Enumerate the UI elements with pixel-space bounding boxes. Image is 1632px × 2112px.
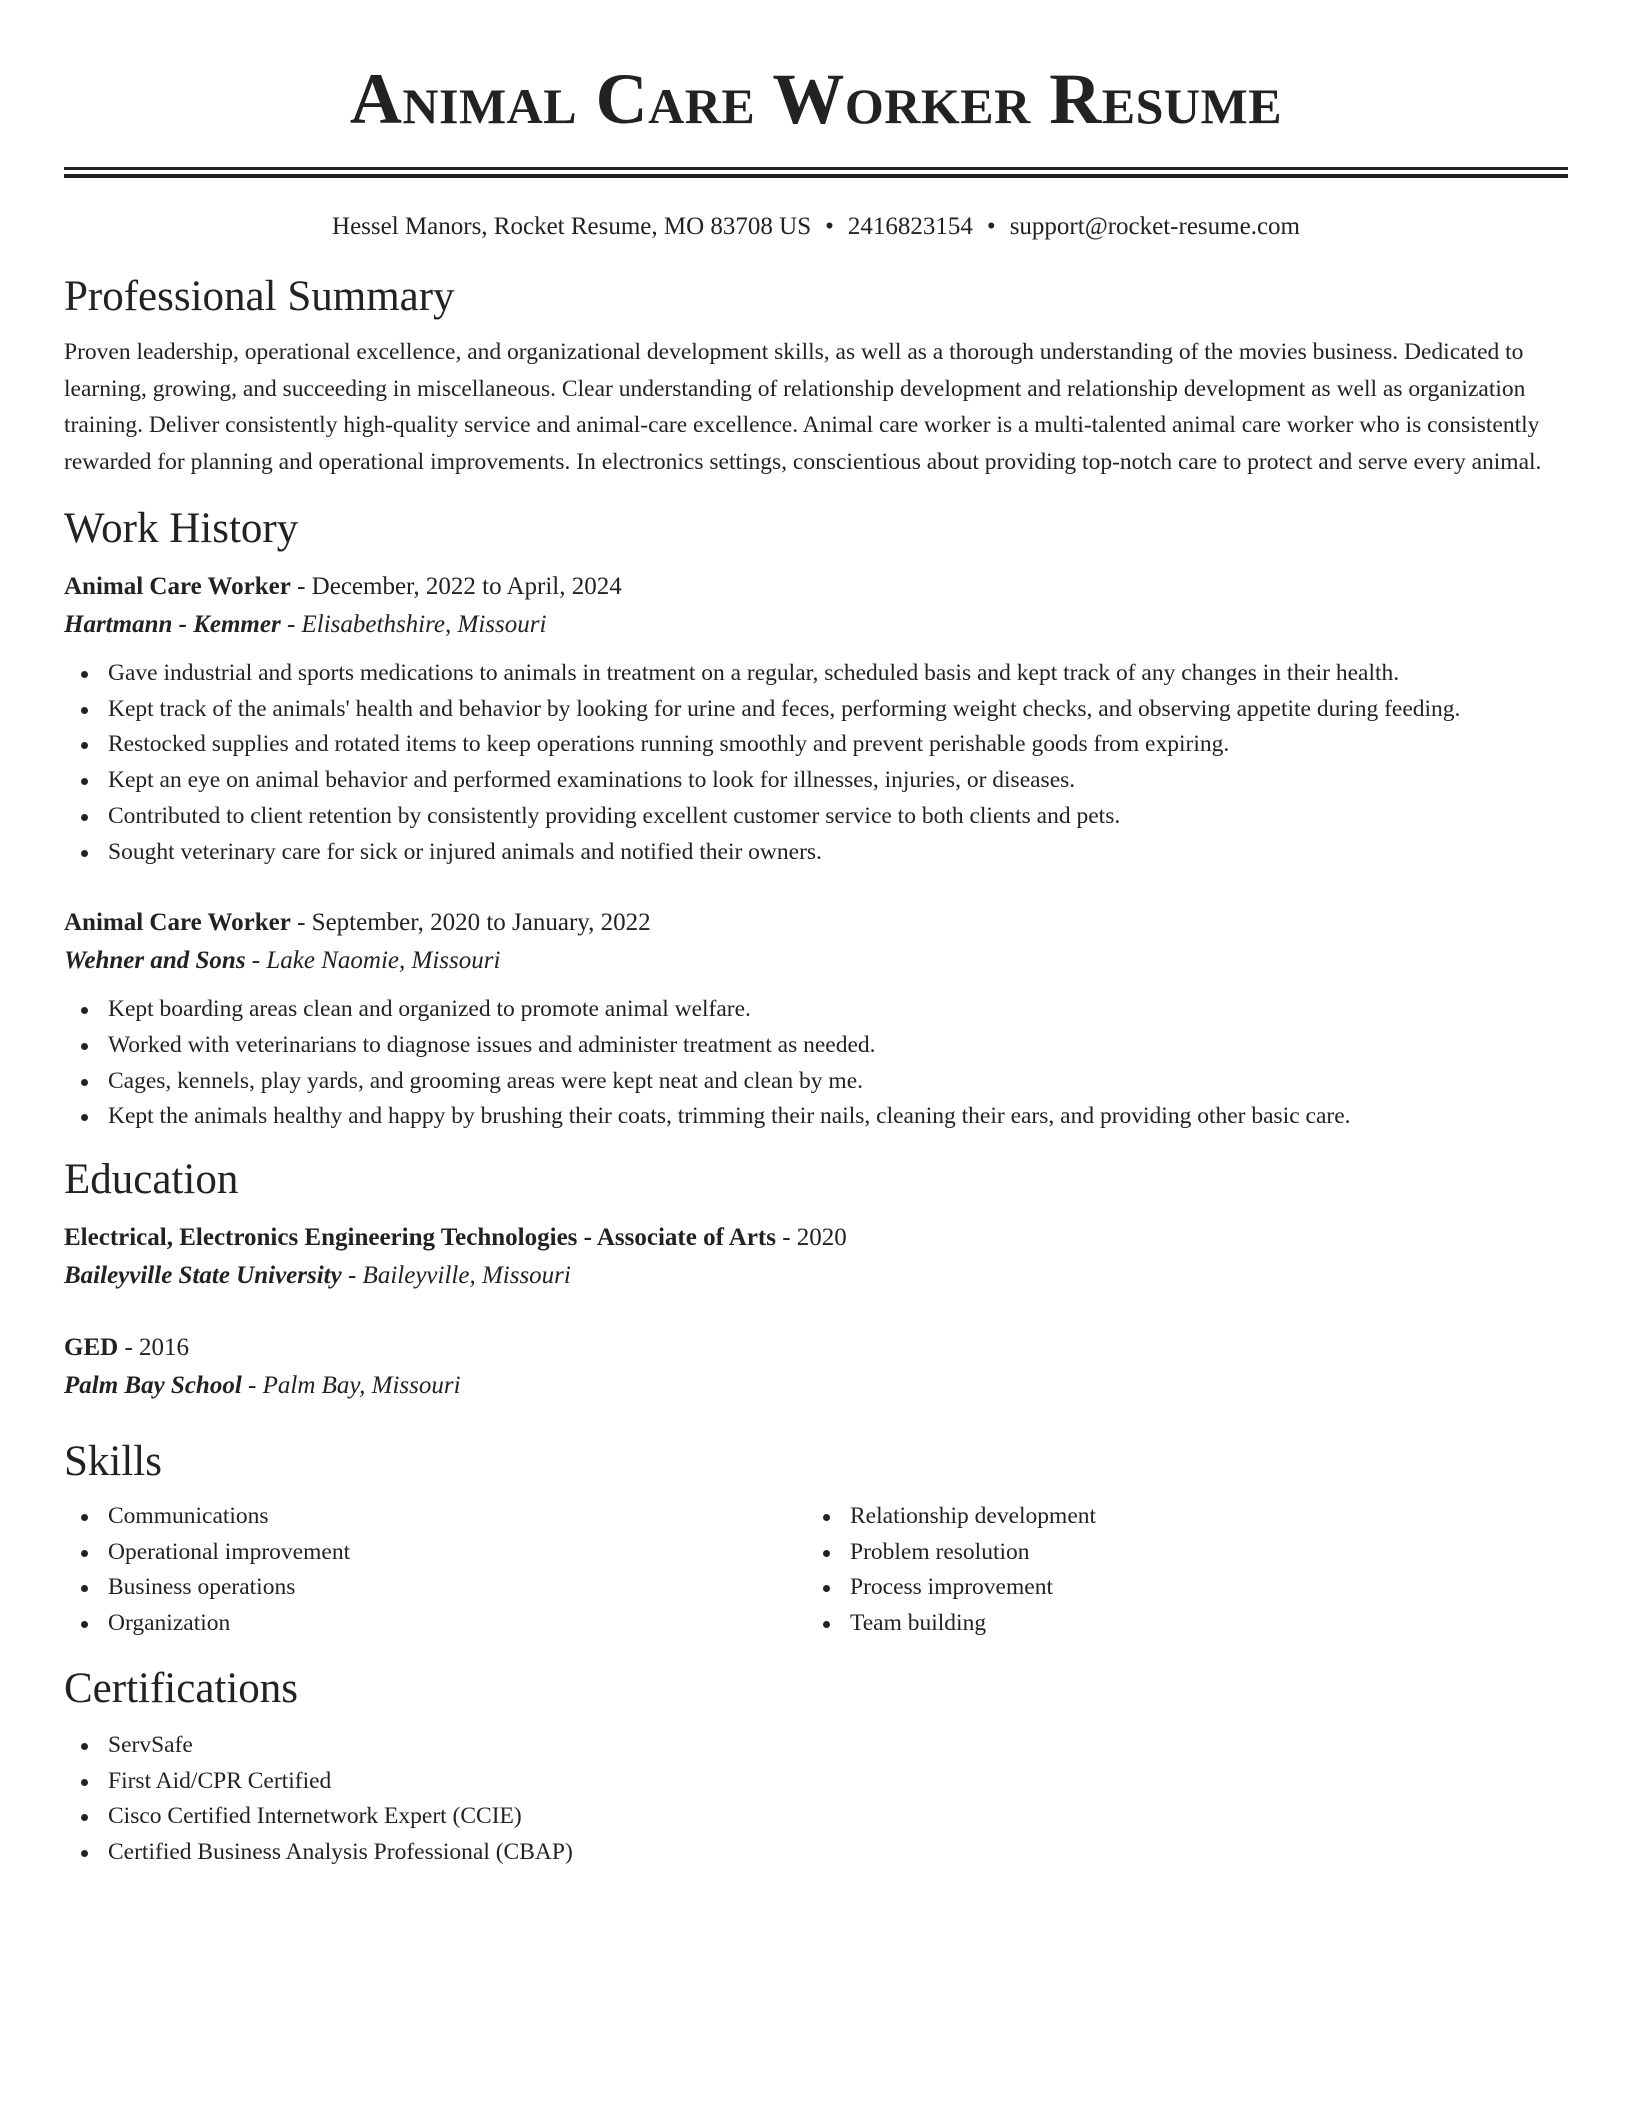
job-employer-line: [64, 942, 1568, 980]
skills-heading: Skills: [64, 1438, 162, 1486]
job-dates: - December, 2022 to April, 2024: [290, 573, 622, 600]
list-item: Sought veterinary care for sick or injured animals and notified their owners.: [108, 835, 1568, 871]
list-item: Operational improvement: [108, 1535, 806, 1571]
education-location: - Baileyville, Missouri: [341, 1262, 571, 1290]
certifications-heading: Certifications: [64, 1664, 299, 1712]
job-company: Hartmann - Kemmer: [64, 611, 281, 638]
job-header: [64, 568, 1568, 606]
summary-text: Proven leadership, operational excellence, and organizational development skills, as well as a thorough understanding of the movies business. Dedicated to learning, growing, and succeeding in miscellaneous. Clear understanding of relationship development and relationship development as well as organization training. Deliver consistently high-quality service and animal-care excellence. Animal care worker is a multi-talented animal care worker who is consistently rewarded for planning and operational improvements. In electronics settings, conscientious about providing top-notch care to protect and serve every animal.: [64, 339, 1542, 475]
education-year: - 2020: [775, 1224, 847, 1252]
education-degree: Electrical, Electronics Engineering Technologies - Associate of Arts: [64, 1224, 776, 1252]
list-item: Kept the animals healthy and happy by brushing their coats, trimming their nails, cleaning their ears, and providing other basic care.: [108, 1099, 1568, 1135]
list-item: Problem resolution: [850, 1535, 1550, 1571]
education-school-line: [64, 1257, 1568, 1295]
list-item: Worked with veterinarians to diagnose issues and administer treatment as needed.: [108, 1028, 1568, 1064]
skills-grid: [64, 1499, 1568, 1642]
skills-list-left: [64, 1499, 806, 1642]
list-item: Certified Business Analysis Professional (CBAP): [108, 1835, 1568, 1871]
title-divider: [64, 167, 1568, 178]
education-school: Palm Bay School: [64, 1372, 242, 1400]
job-title: Animal Care Worker: [64, 909, 291, 937]
education-degree: GED: [64, 1334, 119, 1362]
education-header: [64, 1329, 1568, 1367]
list-item: Restocked supplies and rotated items to keep operations running smoothly and prevent perishable goods from expiring.: [108, 727, 1568, 763]
list-item: Cisco Certified Internetwork Expert (CCIE): [108, 1799, 1568, 1835]
summary-heading: Professional Summary: [64, 273, 455, 320]
education-header: [64, 1219, 1568, 1257]
education-school-line: [64, 1367, 1568, 1405]
list-item: Contributed to client retention by consistently providing excellent customer service to both clients and pets.: [108, 799, 1568, 835]
job-entry: [64, 568, 1568, 870]
job-dates: - September, 2020 to January, 2022: [290, 909, 651, 937]
contact-line: [64, 212, 1568, 242]
list-item: Team building: [850, 1606, 1550, 1642]
job-location: - Lake Naomie, Missouri: [245, 947, 501, 975]
contact-email: support@rocket-resume.com: [1009, 213, 1300, 240]
list-item: Kept track of the animals' health and behavior by looking for urine and feces, performing weight checks, and observing appetite during feeding.: [108, 692, 1568, 728]
job-title: Animal Care Worker: [64, 573, 291, 600]
job-company: Wehner and Sons: [64, 947, 246, 975]
job-entry: [64, 904, 1568, 1135]
work-history-section: [64, 504, 1568, 1135]
summary-section: [64, 272, 1568, 480]
education-entry: [64, 1329, 1568, 1405]
resume-title: Animal Care Worker Resume: [349, 59, 1283, 139]
education-section: [64, 1155, 1568, 1405]
list-item: Cages, kennels, play yards, and grooming areas were kept neat and clean by me.: [108, 1064, 1568, 1100]
list-item: Process improvement: [850, 1570, 1550, 1606]
education-year: - 2016: [118, 1334, 190, 1362]
list-item: Kept boarding areas clean and organized to promote animal welfare.: [108, 992, 1568, 1028]
skills-list-right: [806, 1499, 1550, 1642]
education-location: - Palm Bay, Missouri: [241, 1372, 461, 1400]
education-entry: [64, 1219, 1568, 1295]
contact-separator: •: [986, 213, 996, 240]
list-item: First Aid/CPR Certified: [108, 1764, 1568, 1800]
education-school: Baileyville State University: [64, 1262, 342, 1290]
list-item: ServSafe: [108, 1728, 1568, 1764]
job-duties-list: [64, 656, 1568, 870]
job-employer-line: [64, 606, 1568, 644]
job-location: - Elisabethshire, Missouri: [280, 611, 547, 638]
contact-address: Hessel Manors, Rocket Resume, MO 83708 US: [332, 213, 812, 240]
certifications-list: [64, 1728, 1568, 1871]
list-item: Relationship development: [850, 1499, 1550, 1535]
resume-page: [64, 0, 1568, 1871]
job-duties-list: [64, 992, 1568, 1135]
list-item: Organization: [108, 1606, 806, 1642]
education-heading: Education: [64, 1156, 239, 1204]
list-item: Communications: [108, 1499, 806, 1535]
job-header: [64, 904, 1568, 942]
certifications-section: [64, 1664, 1568, 1871]
list-item: Business operations: [108, 1570, 806, 1606]
contact-separator: •: [825, 213, 834, 240]
list-item: Gave industrial and sports medications to animals in treatment on a regular, scheduled basis and kept track of any changes in their health.: [108, 656, 1568, 692]
skills-section: [64, 1437, 1568, 1642]
list-item: Kept an eye on animal behavior and performed examinations to look for illnesses, injuries, or diseases.: [108, 763, 1568, 799]
contact-phone: 2416823154: [847, 213, 973, 240]
work-history-heading: Work History: [64, 505, 299, 552]
